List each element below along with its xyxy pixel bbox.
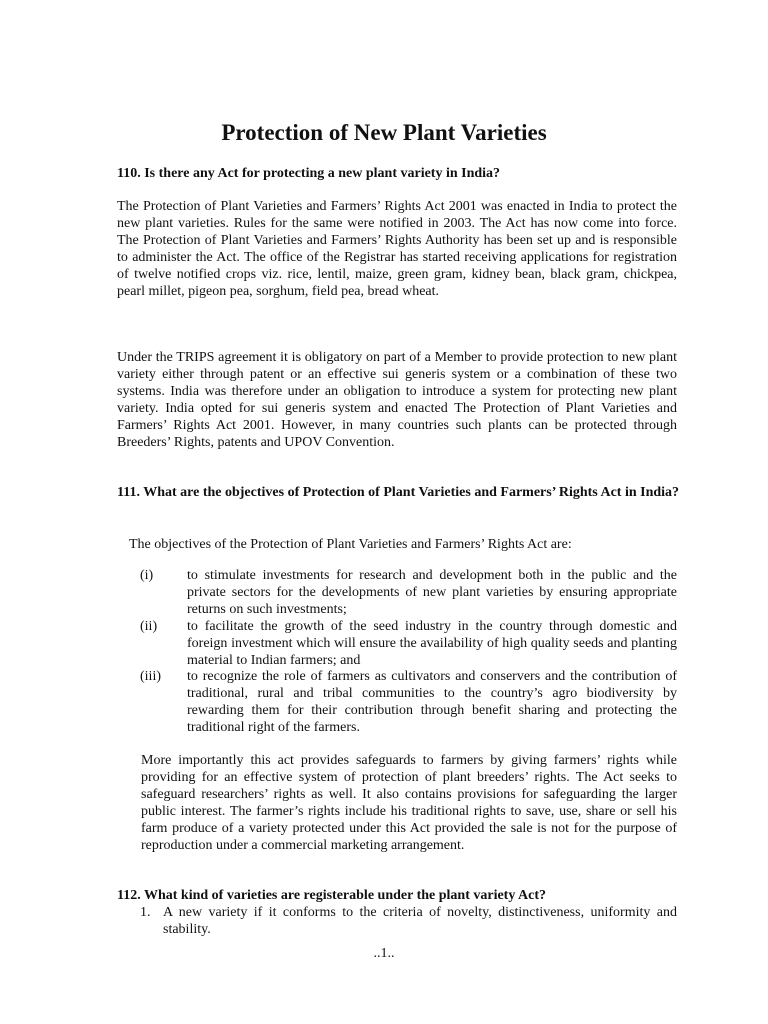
objective-text: to facilitate the growth of the seed industry in the country through domestic and foreign investment which will ensure the availability of high quality seeds and planting material to Indian farmers; and [187,619,677,668]
objective-text: to stimulate investments for research and development both in the public and the private sectors for the developments of new plant varieties by ensuring appropriate returns on such investments; [187,568,677,617]
answer-110-paragraph-1: The Protection of Plant Varieties and Farmers’ Rights Act 2001 was enacted in India to protect the new plant varieties. Rules for the same were notified in 2003. The Act has now come into force. The Protection of Plant Varieties and Farmers’ Rights Authority has been set up and is responsible to administer the Act. The office of the Registrar has started receiving applications for registration of twelve notified crops viz. rice, lentil, maize, green gram, kidney bean, black gram, chickpea, pearl millet, pigeon pea, sorghum, field pea, bread wheat. [117,199,677,299]
question-111: 111. What are the objectives of Protection of Plant Varieties and Farmers’ Rights Act in India? [117,485,680,500]
objective-number: (i) [140,568,154,583]
answer-110-paragraph-2: Under the TRIPS agreement it is obligatory on part of a Member to provide protection to new plant variety either through patent or an effective sui generis system or a combination of these two systems. India was therefore under an obligation to introduce a system for protecting new plant variety. India opted for sui generis system and enacted The Protection of Plant Varieties and Farmers’ Rights Act 2001. However, in many countries such plants can be protected through Breeders’ Rights, patents and UPOV Convention. [117,350,677,450]
list-text: A new variety if it conforms to the criteria of novelty, distinctiveness, uniformity and stability. [163,905,677,937]
list-number: 1. [140,905,151,920]
page-number: ..1.. [373,946,395,961]
objectives-intro: The objectives of the Protection of Plant Varieties and Farmers’ Rights Act are: [129,537,572,552]
objective-number: (iii) [140,669,161,684]
objective-number: (ii) [140,619,158,634]
answer-111-paragraph: More importantly this act provides safeguards to farmers by giving farmers’ rights while providing for an effective system of protection of plant breeders’ rights. The Act seeks to safeguard researchers’ rights as well. It also contains provisions for safeguarding the larger public interest. The farmer’s rights include his traditional rights to save, use, share or sell his farm produce of a variety protected under this Act provided the sale is not for the purpose of reproduction under a commercial marketing arrangement. [141,753,677,853]
objective-text: to recognize the role of farmers as cultivators and conservers and the contribution of traditional, rural and tribal communities to the country’s agro biodiversity by rewarding them for their contribution through benefit sharing and protecting the traditional right of the farmers. [187,669,677,735]
question-110: 110. Is there any Act for protecting a new plant variety in India? [117,166,501,181]
page-title: Protection of New Plant Varieties [221,120,547,145]
question-112: 112. What kind of varieties are registerable under the plant variety Act? [117,888,547,903]
